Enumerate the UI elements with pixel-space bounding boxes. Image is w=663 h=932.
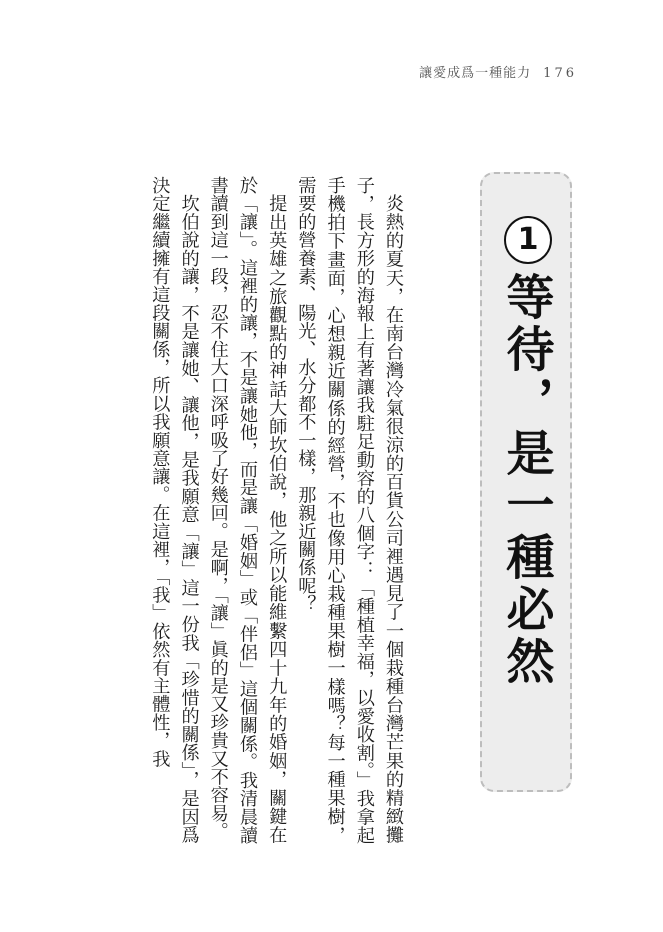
running-header bbox=[419, 62, 577, 81]
chapter-number-badge: 1 bbox=[504, 216, 552, 264]
chapter-title-box bbox=[480, 172, 572, 792]
running-title: 讓愛成爲一種能力 bbox=[419, 66, 532, 81]
paragraph: 坎伯說的讓，不是讓她、讓他，是我願意「讓」這一份我「珍惜的關係」，是因爲決定繼續擁有這段關係，所以我願意讓。在這裡，「我」依然有主體性，我 bbox=[149, 176, 200, 844]
body-text bbox=[96, 176, 408, 844]
paragraph: 提出英雄之旅觀點的神話大師坎伯說，他之所以能維繫四十九年的婚姻，關鍵在於「讓」。這裡的讓，不是讓她他，而是讓「婚姻」或「伴侶」這個關係。我清晨讀書讀到這一段，忍不住大口深呼吸了好幾回。是啊，「讓」眞的是又珍貴又不容易。 bbox=[207, 176, 288, 844]
paragraph: 炎熱的夏天，在南台灣冷氣很涼的百貨公司裡遇見了一個栽種台灣芒果的精緻攤子，長方形的海報上有著讓我駐足動容的八個字：「種植幸福，以愛收割。」我拿起手機拍下畫面，心想親近關係的經營，不也像用心栽種果樹一樣嗎？每一種果樹，需要的營養素、陽光、水分都不一樣，那親近關係呢？ bbox=[295, 176, 404, 844]
page-number: 176 bbox=[543, 66, 577, 81]
chapter-title: 等待，是一種必然 bbox=[498, 272, 554, 688]
